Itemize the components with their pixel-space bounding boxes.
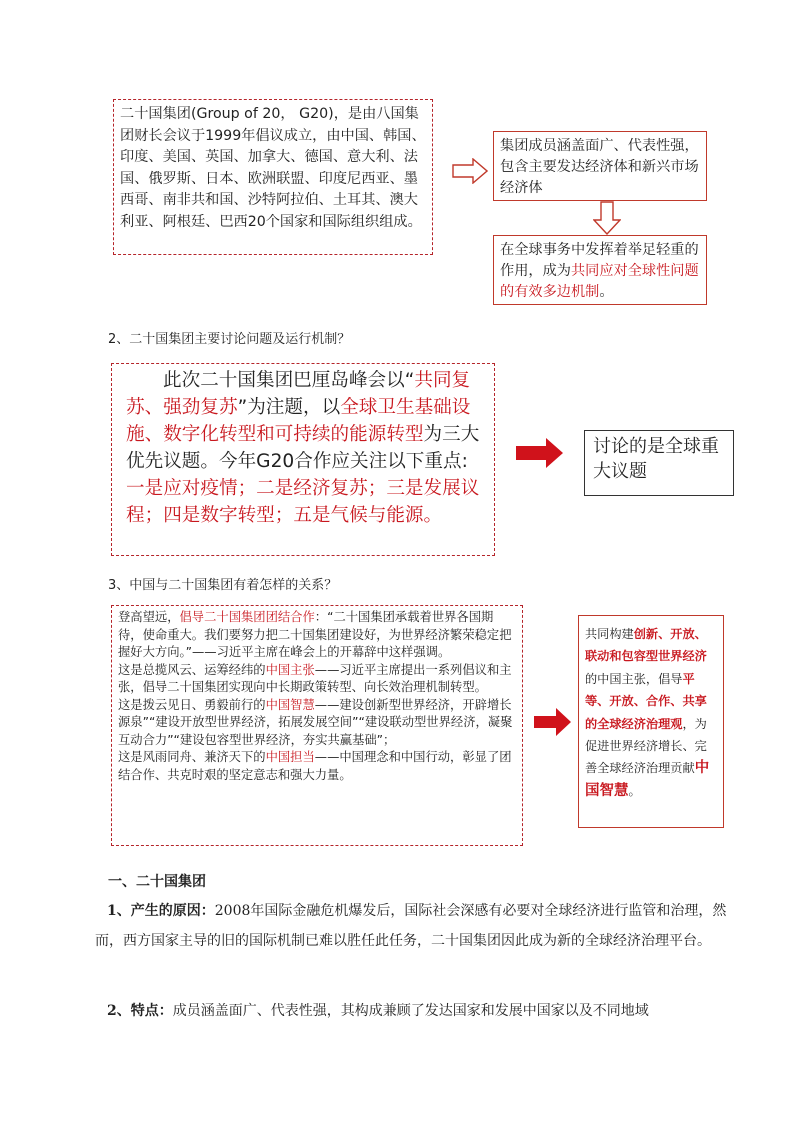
relation-para-4 [118,749,516,784]
proposal-text-2: 的中国主张，倡导 [585,671,683,686]
bali-priorities-highlight: 全球卫生基础设施、数字化转型和可持续的能源转型 [126,397,471,445]
features-paragraph [95,996,735,1026]
bali-summit-box [111,363,495,556]
relation-4-body: ——中国理念和中国行动，彰显了团结合作、共克时艰的坚定意志和强大力量。 [118,750,512,782]
relation-1-body: ：“二十国集团承载着世界各国期待，使命重大。我们要努力把二十国集团建设好，为世界经济繁荣稳定把握好大方向。”——习近平主席在峰会上的开幕辞中这样强调。 [118,610,512,659]
features-label: 2、特点： [107,1003,173,1019]
g20-definition-box [113,99,433,255]
question-3-heading: 3、中国与二十国集团有着怎样的关系？ [108,578,338,593]
global-role-text: 在全球事务中发挥着举足轻重的作用，成为 [500,242,699,279]
relation-3-body: ——建设创新型世界经济，开辟增长源泉”“建设开放型世界经济，拓展发展空间”“建设联动型世界经济，凝聚互动合力”“建设包容型世界经济，夯实共赢基础”； [118,697,513,747]
hollow-down-arrow-icon [593,201,621,235]
relation-2-body: ——习近平主席提出一系列倡议和主张，倡导二十国集团实现向中长期政策转型、向长效治理机制转型。 [118,662,512,694]
china-g20-relation-box [111,605,523,846]
relation-4-highlight: 中国担当 [265,750,315,764]
section-heading: 一、二十国集团 [108,874,206,890]
solid-right-arrow-icon-2 [534,708,572,736]
solid-right-arrow-icon [516,438,564,468]
relation-3-highlight: 中国智慧 [265,697,315,712]
features-text: 成员涵盖面广、代表性强，其构成兼顾了发达国家和发展中国家以及不同地域 [172,1003,649,1019]
origin-paragraph [95,896,735,956]
relation-1-highlight: 倡导二十国集团团结合作 [179,610,315,624]
relation-1-lead: 登高望远， [118,610,180,624]
question-2-heading: 2、二十国集团主要讨论问题及运行机制？ [108,332,351,347]
relation-3-lead: 这是拨云见日、勇毅前行的 [118,697,266,712]
bali-text-1: 此次二十国集团巴厘岛峰会以“ [163,370,415,391]
relation-para-3 [118,697,516,750]
origin-text: 2008年国际金融危机爆发后，国际社会深感有必要对全球经济进行监管和治理，然而，西方国家主导的旧的国际机制已难以胜任此任务，二十国集团因此成为新的全球经济治理平台。 [95,903,727,949]
proposal-highlight-1: 创新、开放、联动和包容型世界经济 [585,627,707,664]
bali-text-2: ”为注题，以 [237,397,341,418]
relation-4-lead: 这是风雨同舟、兼济天下的 [118,750,266,764]
proposal-highlight-2: 平等、开放、合作、共享的全球经济治理观 [585,671,707,731]
proposal-text-1: 共同构建 [585,627,634,641]
china-proposal-box [578,615,724,828]
g20-definition-text: 二十国集团(Group of 20， G20)，是由八国集团财长会议于1999年倡议成立，由中国、韩国、印度、美国、英国、加拿大、德国、意大利、法国、俄罗斯、日本、欧洲联盟、印度尼西亚、墨西哥、南非共和国、沙特阿拉伯、土耳其、澳大利亚、阿根廷、巴西20个国家和国际组织组成。 [120,106,426,230]
relation-para-1 [118,609,516,662]
relation-para-2 [118,662,516,697]
origin-label: 1、产生的原因： [107,903,215,919]
member-coverage-text: 集团成员涵盖面广、代表性强，包含主要发达经济体和新兴市场经济体 [500,138,699,196]
relation-2-lead: 这是总揽风云、运筹经纬的 [118,662,266,677]
proposal-period: 。 [628,783,641,798]
hollow-right-arrow-icon [452,158,488,184]
proposal-highlight-3: 中国智慧 [585,760,710,799]
proposal-text-3: ，为促进世界经济增长、完善全球经济治理贡献 [585,716,707,776]
global-role-highlight: 共同应对全球性问题的有效多边机制 [500,263,699,300]
bali-text-3: 为三大优先议题。今年G20合作应关注以下重点: [126,424,480,472]
global-role-period: 。 [599,284,614,300]
member-coverage-box [493,131,707,201]
relation-2-highlight: 中国主张 [265,662,315,677]
bali-focus-highlight: 一是应对疫情；二是经济复苏；三是发展议程；四是数字转型；五是气候与能源。 [126,478,480,526]
bali-theme-highlight: 共同复苏、强劲复苏 [126,370,471,418]
global-issues-text: 讨论的是全球重大议题 [593,436,719,482]
global-role-box [493,235,707,305]
global-issues-box [584,430,734,496]
